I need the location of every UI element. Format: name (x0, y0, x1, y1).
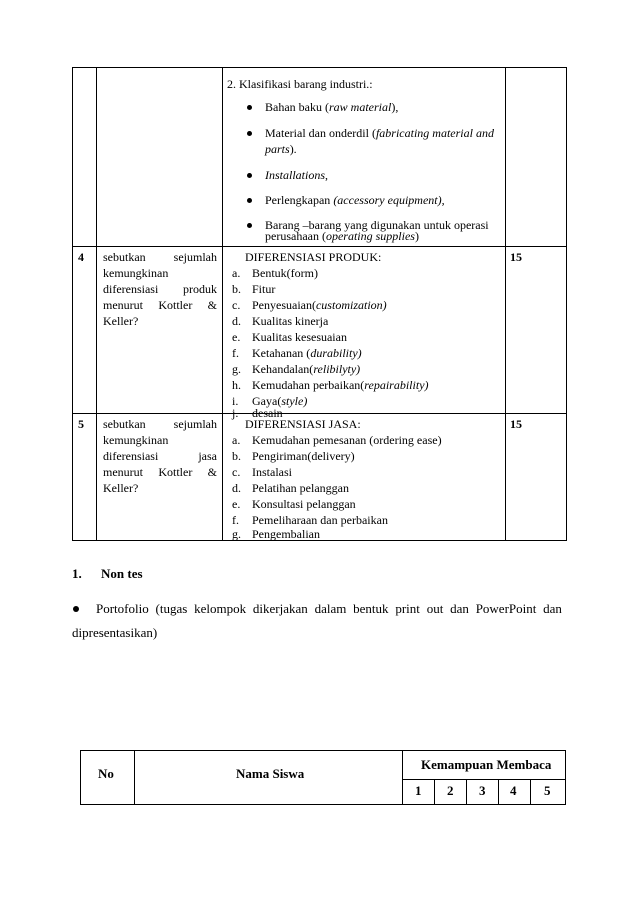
bullet-dot (247, 198, 252, 203)
bullet-item: Bahan baku (raw material), (265, 100, 399, 114)
item-letter: j. (232, 406, 239, 420)
header-no: No (98, 766, 114, 781)
answer-item: Pengembalian (252, 527, 320, 541)
answer-item: Ketahanan (durability) (252, 346, 362, 360)
bullet-item: Material dan onderdil (fabricating material and (265, 126, 494, 140)
section-heading: Non tes (101, 566, 143, 581)
item-letter: f. (232, 513, 239, 527)
score: 15 (510, 417, 522, 431)
portfolio-line: Portofolio (tugas kelompok dikerjakan dalam bentuk print out dan PowerPoint dan (96, 601, 562, 616)
bullet-item-cont: parts). (265, 142, 297, 156)
sub-col-5: 5 (544, 783, 551, 798)
bullet-dot (73, 606, 79, 612)
item-letter: f. (232, 346, 239, 360)
bullet-item: Perlengkapan (accessory equipment), (265, 193, 445, 207)
question-line: sebutkan sejumlah (103, 250, 217, 264)
answer-item: Pemeliharaan dan perbaikan (252, 513, 388, 527)
score: 15 (510, 250, 522, 264)
row-number: 5 (78, 417, 84, 431)
question-line: kemungkinan (103, 433, 169, 447)
item-letter: e. (232, 497, 241, 511)
answer-item: Kehandalan(relibilyty) (252, 362, 361, 376)
answer-item: Instalasi (252, 465, 292, 479)
item-letter: c. (232, 298, 241, 312)
question-line: Keller? (103, 481, 139, 495)
section-number: 1. (72, 566, 82, 581)
item-letter: h. (232, 378, 241, 392)
answer-item: Pelatihan pelanggan (252, 481, 349, 495)
item-letter: g. (232, 527, 241, 541)
answer-item: Kualitas kinerja (252, 314, 329, 328)
bullet-dot (247, 223, 252, 228)
sub-col-3: 3 (479, 783, 486, 798)
item-letter: b. (232, 282, 241, 296)
sub-col-4: 4 (510, 783, 517, 798)
item-letter: d. (232, 481, 241, 495)
answer-item: Gaya(style) (252, 394, 308, 408)
answer-title: DIFERENSIASI JASA: (245, 417, 361, 431)
answer-item: Kualitas kesesuaian (252, 330, 347, 344)
answer-title: DIFERENSIASI PRODUK: (245, 250, 382, 264)
answer-item: Kemudahan pemesanan (ordering ease) (252, 433, 442, 447)
row-number: 4 (78, 250, 84, 264)
bullet-item: Barang –barang yang digunakan untuk operasi (265, 218, 489, 232)
item-letter: g. (232, 362, 241, 376)
header-kemampuan-membaca: Kemampuan Membaca (421, 757, 552, 772)
question-line: Keller? (103, 314, 139, 328)
question-line: menurut Kottler & (103, 465, 217, 479)
item-letter: b. (232, 449, 241, 463)
question-line: diferensiasi jasa (103, 449, 217, 463)
classification-title: 2. Klasifikasi barang industri.: (227, 77, 373, 91)
bullet-item-cont: perusahaan (operating supplies) (265, 229, 419, 243)
item-letter: c. (232, 465, 241, 479)
answer-item: Fitur (252, 282, 276, 296)
question-line: menurut Kottler & (103, 298, 217, 312)
item-letter: i. (232, 394, 239, 408)
answer-item: Pengiriman(delivery) (252, 449, 355, 463)
bullet-dot (247, 131, 252, 136)
answer-item: Konsultasi pelanggan (252, 497, 356, 511)
bullet-dot (247, 105, 252, 110)
item-letter: e. (232, 330, 241, 344)
question-line: sebutkan sejumlah (103, 417, 217, 431)
answer-item: Penyesuaian(customization) (252, 298, 387, 312)
sub-col-2: 2 (447, 783, 454, 798)
bullet-dot (247, 173, 252, 178)
answer-item: desain (252, 406, 283, 420)
item-letter: a. (232, 433, 241, 447)
question-line: diferensiasi produk (103, 282, 217, 296)
answer-item: Bentuk(form) (252, 266, 318, 280)
portfolio-line-cont: dipresentasikan) (72, 625, 158, 640)
bullet-item: Installations, (265, 168, 329, 182)
item-letter: a. (232, 266, 241, 280)
sub-col-1: 1 (415, 783, 422, 798)
header-nama-siswa: Nama Siswa (236, 766, 305, 781)
question-line: kemungkinan (103, 266, 169, 280)
item-letter: d. (232, 314, 241, 328)
answer-item: Kemudahan perbaikan(repairability) (252, 378, 429, 392)
